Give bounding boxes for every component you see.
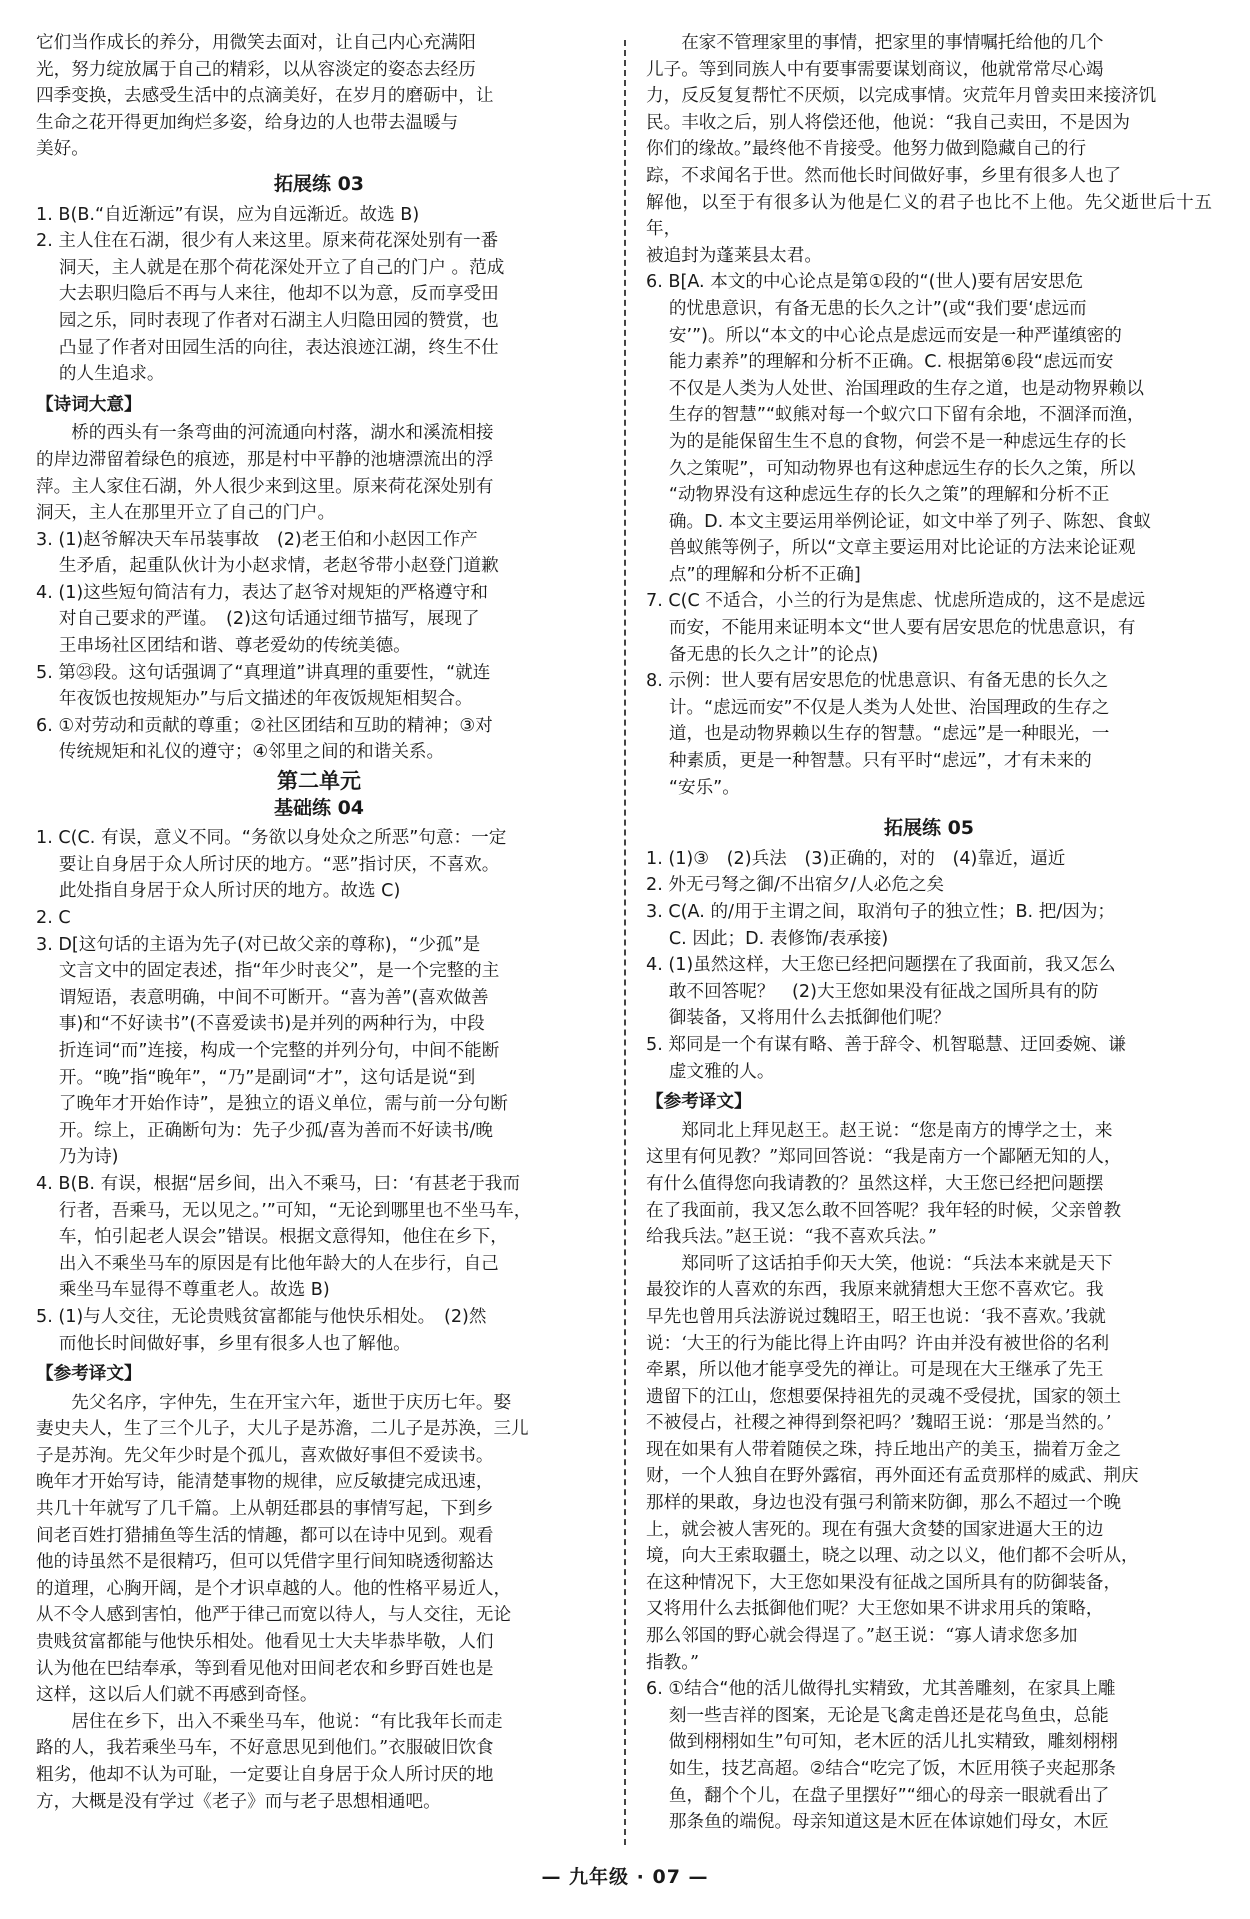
text-line: 园之乐，同时表现了作者对石湖主人归隐田园的赞赏，也: [58, 310, 499, 331]
answer-1: 1. B(B.“自近渐远”有误，应为自远渐近。故选 B): [36, 204, 420, 225]
section-title-05: 拓展练 05: [883, 817, 975, 840]
text-line: 说：‘大王的行为能比得上许由吗？许由并没有被世俗的名利: [646, 1333, 1110, 1354]
text-line: 你们的缘故。”最终他不肯接受。他努力做到隐藏自己的行: [646, 139, 1087, 160]
text-line: 认为他在巴结奉承，等到看见他对田间老农和乡野百姓也是: [36, 1658, 494, 1679]
text-line: 妻史夫人，生了三个儿子，大儿子是苏澹，二儿子是苏涣，三儿: [36, 1419, 529, 1440]
text-line: 出入不乘坐马车的原因是有比他年龄大的人在步行，自己: [58, 1253, 499, 1274]
unit-title: 第二单元: [277, 769, 361, 794]
text-line: 他的诗虽然不是很精巧，但可以凭借字里行间知晓透彻豁达: [36, 1552, 494, 1573]
section-title-04: 基础练 04: [273, 796, 365, 819]
translation-tag: 【参考译文】: [36, 1364, 142, 1385]
text-line: 1. C(C. 有误，意义不同。“务欲以身处众之所恶”句意：一定: [36, 828, 507, 849]
text-line: 此处指自身居于众人所讨厌的地方。故选 C): [58, 881, 401, 902]
text-line: 它们当作成长的养分，用微笑去面对，让自己内心充满阳: [36, 33, 476, 53]
text-line: 在了我面前，我又怎么敢不回答呢？我年轻的时候，父亲曾教: [646, 1200, 1122, 1221]
text-line: 郑同听了这话拍手仰天大笑，他说：“兵法本来就是天下: [681, 1253, 1113, 1274]
text-line: 6. ①结合“他的活儿做得扎实精致，尤其善雕刻，在家具上雕: [646, 1679, 1116, 1700]
text-line: 谓短语，表意明确，中间不可断开。“喜为善”(喜欢做善: [58, 987, 489, 1008]
text-line: 传统规矩和礼仪的遵守；④邻里之间的和谐关系。: [58, 742, 445, 763]
text-line: 要让自身居于众人所讨厌的地方。“恶”指讨厌，不喜欢。: [58, 854, 500, 875]
text-line: 确。D. 本文主要运用举例论证，如文中举了列子、陈恕、食蚁: [668, 511, 1152, 532]
text-line: 这里有何见教？”郑同回答说：“我是南方一个鄙陋无知的人，: [646, 1147, 1122, 1168]
text-line: 5. (1)与人交往，无论贵贱贫富都能与他快乐相处。 (2)然: [36, 1306, 487, 1327]
text-line: 4. (1)这些短句简洁有力，表达了赵爷对规矩的严格遵守和: [36, 582, 488, 603]
text-line: 行者，吾乘马，无以见之。’”可知，“无论到哪里也不坐马车，: [58, 1200, 532, 1221]
text-line: 对自己要求的严谨。 (2)这句话通过细节描写，展现了: [58, 609, 480, 630]
text-line: 居住在乡下，出入不乘坐马车，他说：“有比我年长而走: [71, 1711, 503, 1732]
text-line: 踪，不求闻名于世。然而他长时间做好事，乡里有很多人也了: [646, 165, 1122, 186]
text-line: 共几十年就写了几千篇。上从朝廷郡县的事情写起，下到乡: [36, 1499, 494, 1520]
text-line: 现在如果有人带着随侯之珠，持丘地出产的美玉，揣着万金之: [646, 1439, 1122, 1460]
text-line: 不被侵占，社稷之神得到祭祀吗？’魏昭王说：‘那是当然的。’: [646, 1413, 1112, 1434]
text-line: 5. 第㉓段。这句话强调了“真理道”讲真理的重要性，“就连: [36, 662, 491, 683]
text-line: 在这种情况下，大王您如果没有征战之国所具有的防御装备，: [646, 1572, 1122, 1593]
text-line: 郑同北上拜见赵王。赵王说：“您是南方的博学之士，来: [681, 1120, 1113, 1141]
text-line: 境，向大王索取疆土，晓之以理、动之以义，他们都不会听从，: [646, 1546, 1139, 1567]
text-line: 8. 示例：世人要有居安思危的忧患意识、有备无患的长久之: [646, 671, 1109, 692]
text-line: 3. C(A. 的/用于主谓之间，取消句子的独立性；B. 把/因为；: [646, 902, 1116, 922]
text-line: 先父名序，字仲先，生在开宝六年，逝世于庆历七年。娶: [71, 1392, 512, 1413]
text-line: 6. B[A. 本文的中心论点是第①段的“(世人)要有居安思危: [646, 272, 1084, 293]
answer-6-argument: [646, 269, 1212, 588]
text-line: 民。丰收之后，别人将偿还他，他说：“我自己卖田，不是因为: [646, 112, 1131, 133]
text-line: 间老百姓打猎捕鱼等生活的情趣，都可以在诗中见到。观看: [36, 1525, 494, 1546]
text-line: 生命之花开得更加绚烂多姿，给身边的人也带去温暖与: [36, 112, 459, 133]
text-line: 备无患的长久之计”的论点): [668, 644, 879, 665]
text-line: 年夜饭也按规矩办”与后文描述的年夜饭规矩相契合。: [58, 689, 473, 710]
basic-answer-1: [36, 825, 602, 905]
text-line: 3. (1)赵爷解决天车吊装事故 (2)老王伯和小赵因工作产: [36, 529, 478, 550]
text-line: 折连词“而”连接，构成一个完整的并列分句，中间不能断: [58, 1040, 500, 1061]
answer-7-argument: [646, 588, 1212, 668]
left-column: [36, 30, 602, 1815]
text-line: 乘坐马车显得不尊重老人。故选 B): [58, 1280, 330, 1301]
text-line: 文言文中的固定表述，指“年少时丧父”，是一个完整的主: [58, 961, 500, 982]
text-line: 方，大概是没有学过《老子》而与老子思想相通吧。: [36, 1791, 441, 1812]
text-line: “安乐”。: [668, 777, 740, 798]
translation-paragraph-5: [646, 1251, 1212, 1677]
text-line: 不仅是人类为人处世、治国理政的生存之道，也是动物界赖以: [668, 378, 1144, 399]
translation-tag-2: 【参考译文】: [646, 1092, 752, 1113]
text-line: 有什么值得您向我请教的？虽然这样，大王您已经把问题摆: [646, 1173, 1104, 1194]
text-line: 牵累，所以他才能享受先的禅让。可是现在大王继承了先王: [646, 1360, 1104, 1381]
text-line: 在家不管理家里的事情，把家里的事情嘱托给他的几个: [681, 33, 1104, 53]
text-line: 开。综上，正确断句为：先子少孤/喜为善而不好读书/晚: [58, 1120, 493, 1141]
text-line: 计。“虑远而安”不仅是人类为人处世、治国理政的生存之: [668, 697, 1110, 718]
text-line: 做到栩栩如生”句可知，老木匠的活儿扎实精致，雕刻栩栩: [668, 1732, 1118, 1753]
text-line: 贵贱贫富都能与他快乐相处。他看见士大夫毕恭毕敬，人们: [36, 1632, 494, 1653]
text-line: 的道理，心胸开阔，是个才识卓越的人。他的性格平易近人，: [36, 1578, 512, 1599]
answer-3: [36, 527, 602, 580]
text-line: 大去职归隐后不再与人来往，他却不以为意，反而享受田: [58, 284, 499, 305]
text-line: 能力素养”的理解和分析不正确。C. 根据第⑥段“虑远而安: [668, 352, 1114, 373]
text-line: 6. ①对劳动和贡献的尊重；②社区团结和互助的精神；③对: [36, 715, 493, 736]
text-line: 御装备，又将用什么去抵御他们呢？: [668, 1008, 951, 1029]
translation-paragraph-3: [646, 30, 1212, 269]
text-line: 了晚年才开始作诗”，是独立的语义单位，需与前一分句断: [58, 1094, 508, 1115]
text-line: 而安，不能用来证明本文“世人要有居安思危的忧患意识，有: [668, 618, 1136, 639]
text-line: 车，怕引起老人误会”错误。根据文意得知，他住在乡下，: [58, 1227, 508, 1248]
text-line: 道，也是动物界赖以生存的智慧。“虑远”是一种眼光，一: [668, 724, 1110, 745]
text-line: 鱼，翻个个儿，在盘子里摆好”“细心的母亲一眼就看出了: [668, 1785, 1110, 1806]
text-line: 生矛盾，起重队伙计为小赵求情，老赵爷带小赵登门道歉: [58, 556, 499, 577]
text-line: 乃为诗): [58, 1147, 119, 1168]
text-line: “动物界没有这种虑远生存的长久之策”的理解和分析不正: [668, 485, 1110, 506]
text-line: 财，一个人独自在野外露宿，再外面还有孟贲那样的威武、荆庆: [646, 1466, 1139, 1487]
text-line: 那样的果敢，身边也没有强弓利箭来防御，那么不超过一个晚: [646, 1493, 1122, 1514]
text-line: 路的人，我若乘坐马车，不好意思见到他们。”衣服破旧饮食: [36, 1738, 494, 1759]
text-line: 上，就会被人害死的。现在有强大贪婪的国家进逼大王的边: [646, 1519, 1104, 1540]
text-line: 桥的西头有一条弯曲的河流通向村落，湖水和溪流相接: [71, 423, 494, 444]
text-line: 四季变换，去感受生活中的点滴美好，在岁月的磨砺中，让: [36, 86, 494, 107]
text-line: 洞天，主人就是在那个荷花深处开立了自己的门户 。范成: [58, 257, 505, 278]
answer-5: [36, 660, 602, 713]
basic-answer-5: [36, 1304, 602, 1357]
column-divider: [624, 40, 626, 1845]
text-line: 敢不回答呢？ (2)大王您如果没有征战之国所具有的防: [668, 981, 1099, 1002]
basic-answer-2: 2. C: [36, 908, 71, 928]
section-title-03: 拓展练 03: [273, 172, 365, 195]
text-line: 4. (1)虽然这样，大王您已经把问题摆在了我面前，我又怎么: [646, 955, 1116, 976]
text-line: 的人生追求。: [58, 364, 165, 385]
text-line: 光，努力绽放属于自己的精彩，以从容淡定的姿态去经历: [36, 59, 476, 80]
text-line: 早先也曾用兵法游说过魏昭王，昭王也说：‘我不喜欢。’我就: [646, 1306, 1106, 1327]
text-line: 被追封为蓬莱县太君。: [646, 245, 822, 266]
answer-2: [36, 228, 602, 388]
text-line: 最狡诈的人喜欢的东西，我原来就猜想大王您不喜欢它。我: [646, 1280, 1104, 1301]
text-line: 而他长时间做好事，乡里有很多人也了解他。: [58, 1333, 411, 1354]
text-line: 从不令人感到害怕，他严于律己而宽以待人，与人交往，无论: [36, 1605, 512, 1626]
text-line: 解他，以至于有很多认为他是仁义的君子也比不上他。先父逝世后十五年，: [646, 192, 1212, 240]
text-line: C. 因此；D. 表修饰/表承接): [668, 928, 889, 949]
text-line: 点”的理解和分析不正确]: [668, 564, 861, 585]
text-line: 王串场社区团结和谐、尊老爱幼的传统美德。: [58, 636, 411, 657]
text-line: 指教。”: [646, 1652, 699, 1673]
answer-6: [36, 713, 602, 766]
text-line: 给我兵法。”赵王说：“我不喜欢兵法。”: [646, 1227, 937, 1248]
text-line: 生存的智慧”“蚁熊对每一个蚁穴口下留有余地，不涸泽而渔，: [668, 405, 1145, 426]
basic-answer-4: [36, 1171, 602, 1304]
text-line: 如生，技艺高超。②结合“吃完了饭，木匠用筷子夹起那条: [668, 1759, 1117, 1779]
text-line: 种素质，更是一种智慧。只有平时“虑远”，才有未来的: [668, 751, 1092, 772]
right-column: [646, 30, 1212, 1836]
text-line: 那条鱼的端倪。母亲知道这是木匠在体谅她们母女，木匠: [668, 1812, 1109, 1833]
text-line: 凸显了作者对田园生活的向往，表达浪迹江湖，终生不仕: [58, 337, 499, 358]
ext-answer-4: [646, 952, 1212, 1032]
ext-answer-6: [646, 1676, 1212, 1836]
text-line: 刻一些吉祥的图案，无论是飞禽走兽还是花鸟鱼虫，总能: [668, 1705, 1109, 1726]
text-line: 事)和“不好读书”(不喜爱读书)是并列的两种行为，中段: [58, 1014, 485, 1035]
text-line: 为的是能保留生生不息的食物，何尝不是一种虑远生存的长: [668, 431, 1127, 452]
text-line: 久之策呢”，可知动物界也有这种虑远生存的长久之策，所以: [668, 458, 1136, 479]
text-line: 2. 主人住在石湖，很少有人来这里。原来荷花深处别有一番: [36, 231, 499, 252]
page-footer: — 九年级 · 07 —: [541, 1866, 709, 1888]
translation-paragraph-1: [36, 1390, 602, 1709]
text-line: 4. B(B. 有误，根据“居乡间，出入不乘马，曰：‘有甚老于我而: [36, 1173, 520, 1194]
ext-answer-3: [646, 899, 1212, 952]
text-line: 的岸边滞留着绿色的痕迹，那是村中平静的池塘漂流出的浮: [36, 449, 494, 470]
text-line: 美好。: [36, 139, 89, 160]
text-line: 兽蚁熊等例子，所以“文章主要运用对比论证的方法来论证观: [668, 538, 1136, 559]
text-line: 虚文雅的人。: [668, 1061, 775, 1082]
text-line: 遗留下的江山，您想要保持祖先的灵魂不受侵扰，国家的领土: [646, 1386, 1122, 1407]
translation-paragraph-4: [646, 1118, 1212, 1251]
poem-meaning-tag: 【诗词大意】: [36, 394, 142, 415]
basic-answer-3: [36, 932, 602, 1171]
text-line: 5. 郑同是一个有谋有略、善于辞令、机智聪慧、迂回委婉、谦: [646, 1034, 1126, 1055]
text-line: 又将用什么去抵御他们呢？大王您如果不讲求用兵的策略，: [646, 1599, 1104, 1620]
text-line: 开。“晚”指“晚年”，“乃”是副词“才”，这句话是说“到: [58, 1067, 476, 1088]
text-line: 7. C(C 不适合，小兰的行为是焦虑、忧虑所造成的，这不是虑远: [646, 591, 1146, 612]
text-line: 萍。主人家住石湖，外人很少来到这里。原来荷花深处别有: [36, 476, 494, 497]
text-line: 洞天，主人在那里开立了自己的门户。: [36, 503, 336, 524]
text-line: 粗劣，他却不认为可耻，一定要让自身居于众人所讨厌的地: [36, 1765, 494, 1785]
ext-answer-2: 2. 外无弓弩之御/不出宿夕/人必危之矣: [646, 875, 945, 896]
text-line: 那么邻国的野心就会得逞了。”赵王说：“寡人请求您多加: [646, 1626, 1078, 1647]
answer-4: [36, 580, 602, 660]
text-line: 3. D[这句话的主语为先子(对已故父亲的尊称)，“少孤”是: [36, 934, 481, 955]
ext-answer-5: [646, 1032, 1212, 1085]
intro-paragraph: [36, 30, 602, 163]
text-line: 这样，这以后人们就不再感到奇怪。: [36, 1685, 318, 1706]
translation-paragraph-2: [36, 1709, 602, 1815]
ext-answer-1: 1. (1)③ (2)兵法 (3)正确的，对的 (4)靠近，逼近: [646, 848, 1066, 869]
text-line: 的忧患意识，有备无患的长久之计”(或“我们要‘虑远而: [668, 298, 1087, 319]
text-line: 儿子。等到同族人中有要事需要谋划商议，他就常常尽心竭: [646, 59, 1104, 80]
poem-meaning: [36, 420, 602, 526]
answer-8-argument: [646, 668, 1212, 801]
text-line: 晚年才开始写诗，能清楚事物的规律，应反敏捷完成迅速，: [36, 1472, 494, 1493]
text-line: 子是苏洵。先父年少时是个孤儿，喜欢做好事但不爱读书。: [36, 1445, 494, 1466]
text-line: 安’”)。所以“本文的中心论点是虑远而安是一种严谨缜密的: [668, 325, 1122, 346]
text-line: 力，反反复复帮忙不厌烦，以完成事情。灾荒年月曾卖田来接济饥: [646, 86, 1157, 107]
